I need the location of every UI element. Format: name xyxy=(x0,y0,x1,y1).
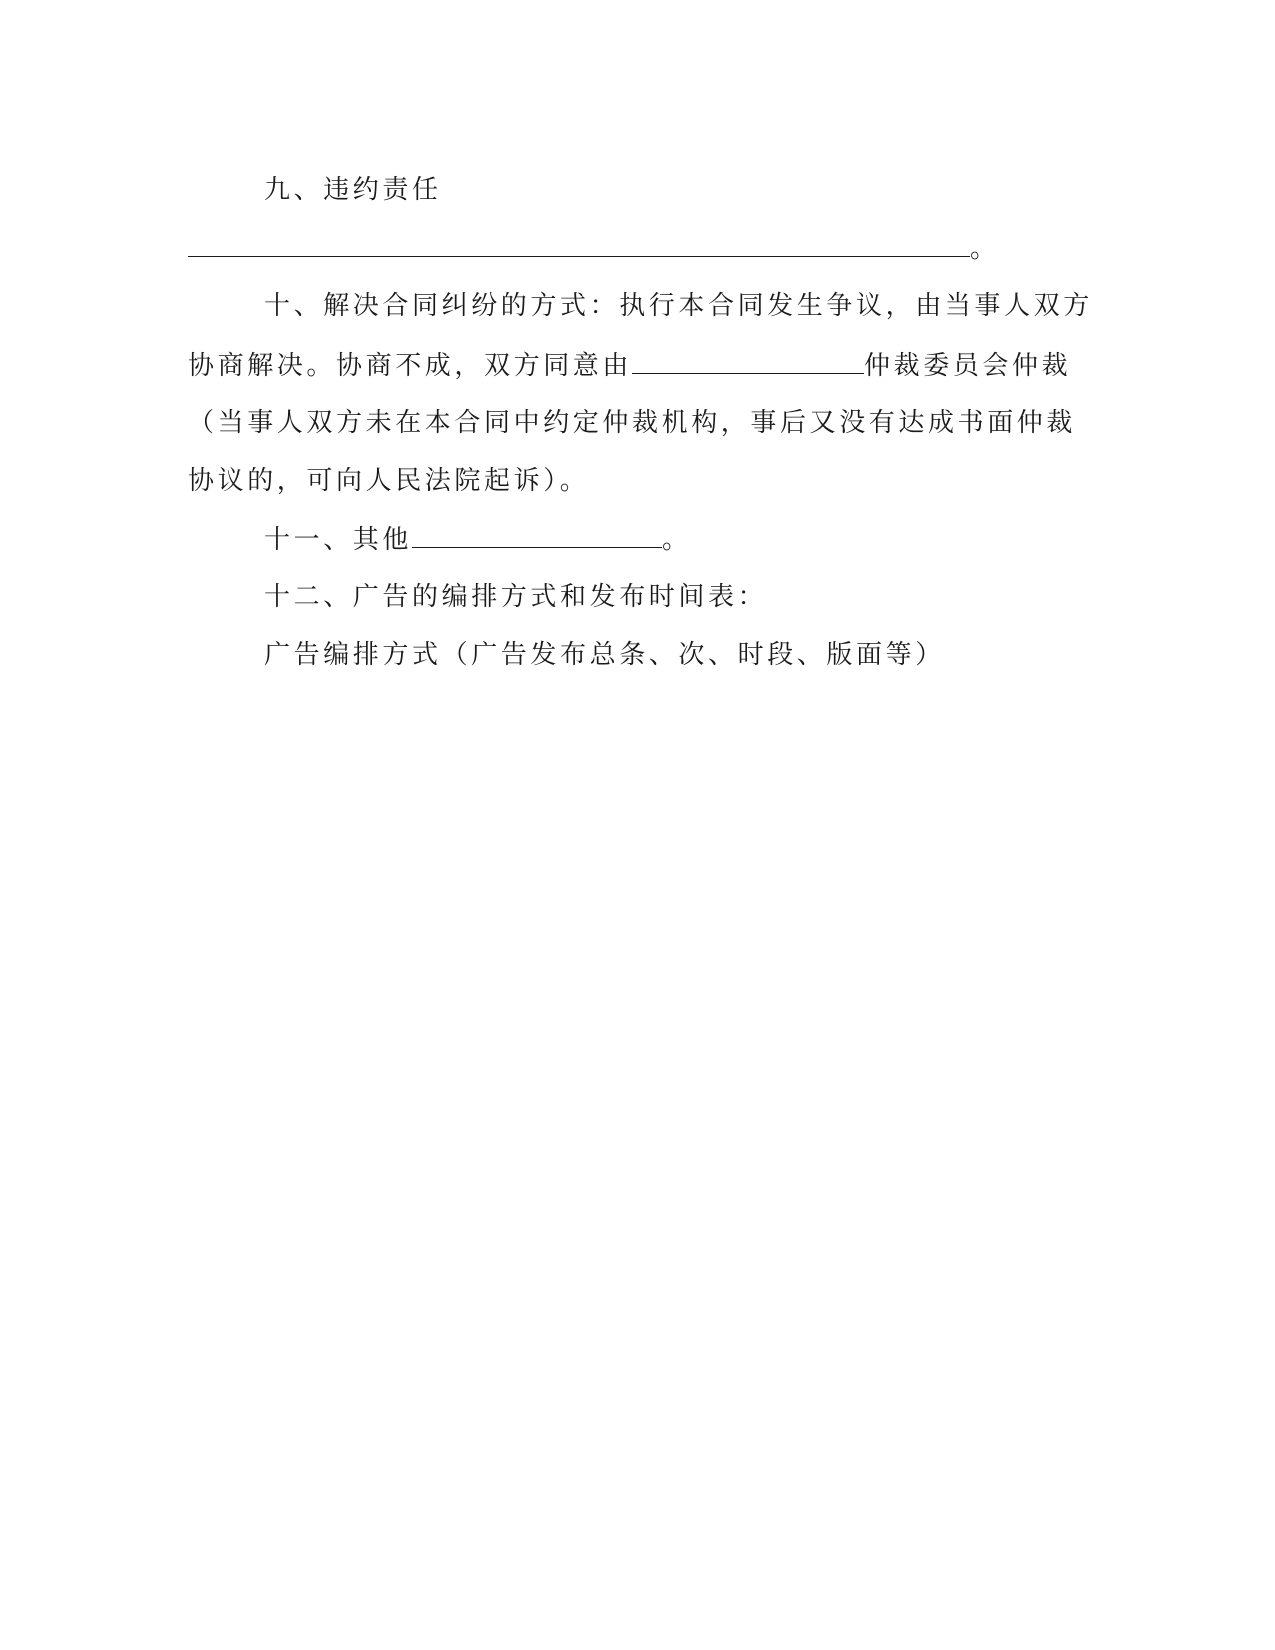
clause-11-before: 十一、其他 xyxy=(264,525,413,555)
clause-12-heading-text: 十二、广告的编排方式和发布时间表： xyxy=(264,582,768,612)
clause-12-subheading-text: 广告编排方式（广告发布总条、次、时段、版面等） xyxy=(264,640,945,670)
clause-10-line-4 xyxy=(188,465,589,497)
fill-in-blank-breach[interactable] xyxy=(188,232,970,257)
clause-10-line-3-text: （当事人双方未在本合同中约定仲裁机构，事后又没有达成书面仲裁 xyxy=(188,408,1077,438)
clause-10-line-1 xyxy=(264,290,1093,322)
clause-10-line-3 xyxy=(188,407,1076,439)
clause-10-line-2-after: 仲裁委员会仲裁 xyxy=(864,351,1072,381)
clause-11-period: 。 xyxy=(662,525,692,555)
fill-in-blank-other[interactable] xyxy=(412,523,662,548)
fill-in-blank-arbitration[interactable] xyxy=(632,349,864,374)
clause-10-line-4-text: 协议的，可向人民法院起诉）。 xyxy=(188,466,590,496)
clause-10-line-1-text: 十、解决合同纠纷的方式：执行本合同发生争议，由当事人双方 xyxy=(264,291,1093,321)
clause-12-heading xyxy=(264,581,767,613)
clause-12-subheading xyxy=(264,639,945,671)
clause-9-heading-text: 九、违约责任 xyxy=(264,175,442,205)
clause-9-period: 。 xyxy=(970,234,1000,264)
clause-10-line-2 xyxy=(188,349,1071,382)
clause-11 xyxy=(264,523,692,556)
clause-9-heading xyxy=(264,174,442,206)
clause-9-blank-line xyxy=(188,232,1000,265)
clause-10-line-2-before: 协商解决。协商不成，双方同意由 xyxy=(188,351,633,381)
